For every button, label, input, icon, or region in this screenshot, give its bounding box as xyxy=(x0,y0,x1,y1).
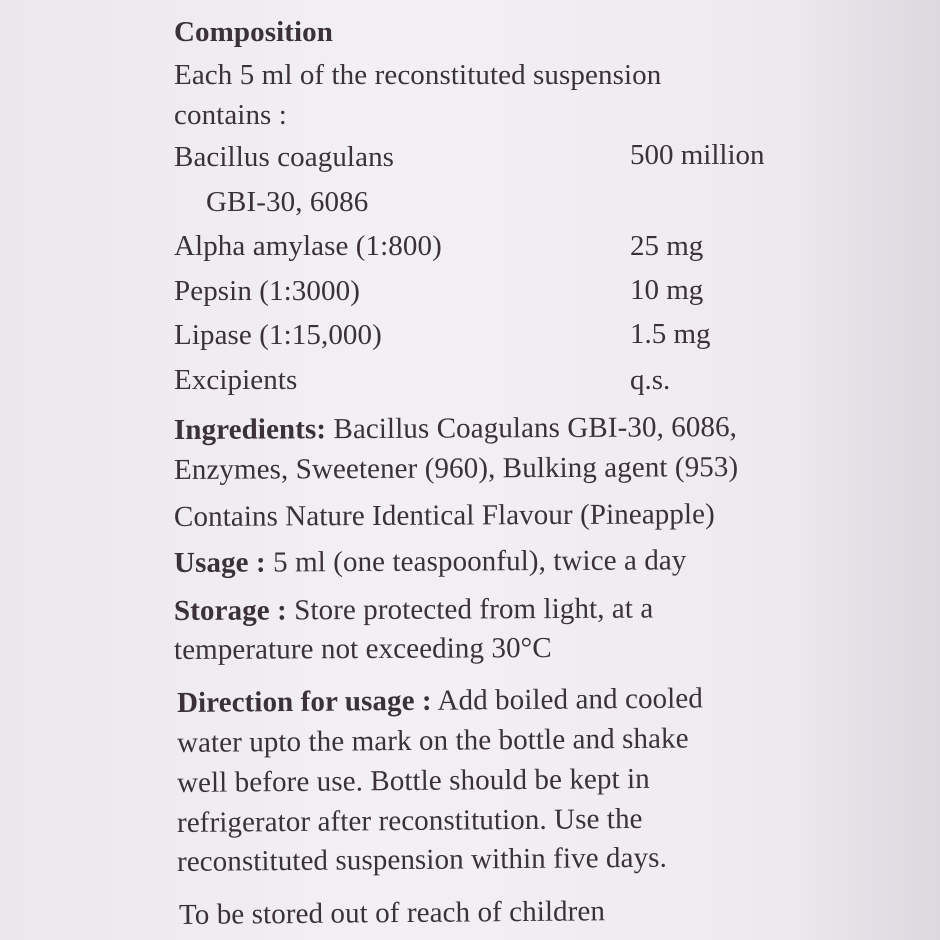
ingredient-quantity: 1.5 mg xyxy=(630,318,711,350)
usage-label: Usage : xyxy=(173,546,266,579)
ingredient-name: Alpha amylase (1:800) xyxy=(174,230,442,262)
ingredient-quantity: q.s. xyxy=(630,364,671,396)
direction-line-5: reconstituted suspension within five days. xyxy=(176,841,668,878)
ingredients-text: Bacillus Coagulans GBI-30, 6086, xyxy=(326,411,738,446)
ingredient-name: Excipients xyxy=(174,364,298,396)
children-warning: To be stored out of reach of children xyxy=(178,895,606,931)
ingredient-name: Lipase (1:15,000) xyxy=(174,319,382,351)
direction-line-3: well before use. Bottle should be kept in xyxy=(176,762,650,799)
storage-line-2: temperature not exceeding 30°C xyxy=(173,632,552,666)
ingredient-quantity: 25 mg xyxy=(630,230,704,262)
ingredient-name: Bacillus coagulans xyxy=(174,141,395,173)
ingredients-line-1 xyxy=(174,410,737,447)
direction-label: Direction for usage : xyxy=(176,684,432,719)
bottle-curvature-shade xyxy=(800,0,940,940)
ingredient-name-continued: GBI-30, 6086 xyxy=(206,186,369,218)
ingredient-name: Pepsin (1:3000) xyxy=(174,275,360,307)
usage-line xyxy=(174,543,687,580)
storage-line-1 xyxy=(174,591,654,628)
direction-line-1 xyxy=(177,681,703,720)
direction-text: Add boiled and cooled xyxy=(431,682,704,717)
direction-line-4: refrigerator after reconstitution. Use the xyxy=(176,802,643,839)
direction-line-2: water upto the mark on the bottle and shake xyxy=(176,722,689,759)
usage-text: 5 ml (one teaspoonful), twice a day xyxy=(265,544,687,579)
storage-label: Storage : xyxy=(173,594,287,627)
composition-intro-line-1: Each 5 ml of the reconstituted suspension xyxy=(174,59,662,91)
ingredient-quantity: 500 million xyxy=(630,139,765,171)
flavour-statement: Contains Nature Identical Flavour (Pineapple) xyxy=(173,498,715,533)
storage-text: Store protected from light, at a xyxy=(286,592,654,627)
composition-intro-line-2: contains : xyxy=(174,99,287,131)
ingredients-line-2: Enzymes, Sweetener (960), Bulking agent (953) xyxy=(173,451,739,486)
composition-heading: Composition xyxy=(174,16,334,48)
ingredients-label: Ingredients: xyxy=(173,413,327,446)
ingredient-quantity: 10 mg xyxy=(630,274,704,306)
